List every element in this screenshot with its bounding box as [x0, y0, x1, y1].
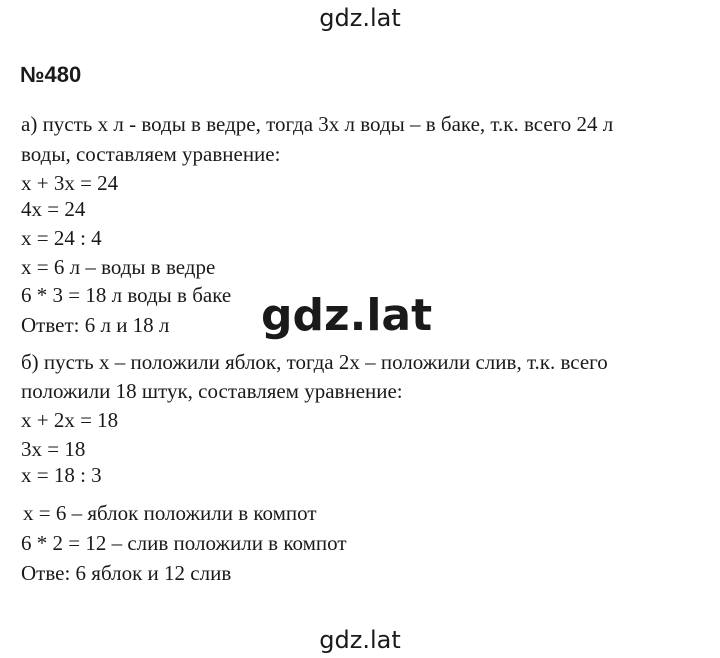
text-line: а) пусть х л - воды в ведре, тогда 3х л воды – в баке, т.к. всего 24 л	[21, 112, 614, 136]
text-line: воды, составляем уравнение:	[21, 142, 281, 166]
answer-line: Отве: 6 яблок и 12 слив	[21, 561, 232, 585]
text-line: положили 18 штук, составляем уравнение:	[21, 379, 403, 403]
answer-line: Ответ: 6 л и 18 л	[21, 313, 170, 337]
equation-line: х + 2х = 18	[21, 408, 119, 432]
text-line: б) пусть х – положили яблок, тогда 2х – положили слив, т.к. всего	[21, 350, 608, 374]
equation-line: х = 6 – яблок положили в компот	[23, 501, 317, 525]
equation-line: х + 3х = 24	[21, 171, 119, 195]
equation-line: 6 * 3 = 18 л воды в баке	[21, 283, 232, 307]
watermark-middle: gdz.lat	[261, 290, 433, 341]
equation-line: х = 18 : 3	[21, 463, 102, 487]
equation-line: х = 6 л – воды в ведре	[21, 255, 216, 279]
equation-line: 3х = 18	[21, 437, 86, 461]
watermark-top: gdz.lat	[319, 4, 401, 32]
watermark-bottom: gdz.lat	[319, 626, 401, 654]
equation-line: 4х = 24	[21, 197, 86, 221]
equation-line: 6 * 2 = 12 – слив положили в компот	[21, 531, 347, 555]
equation-line: х = 24 : 4	[21, 226, 102, 250]
task-number: №480	[20, 62, 82, 87]
